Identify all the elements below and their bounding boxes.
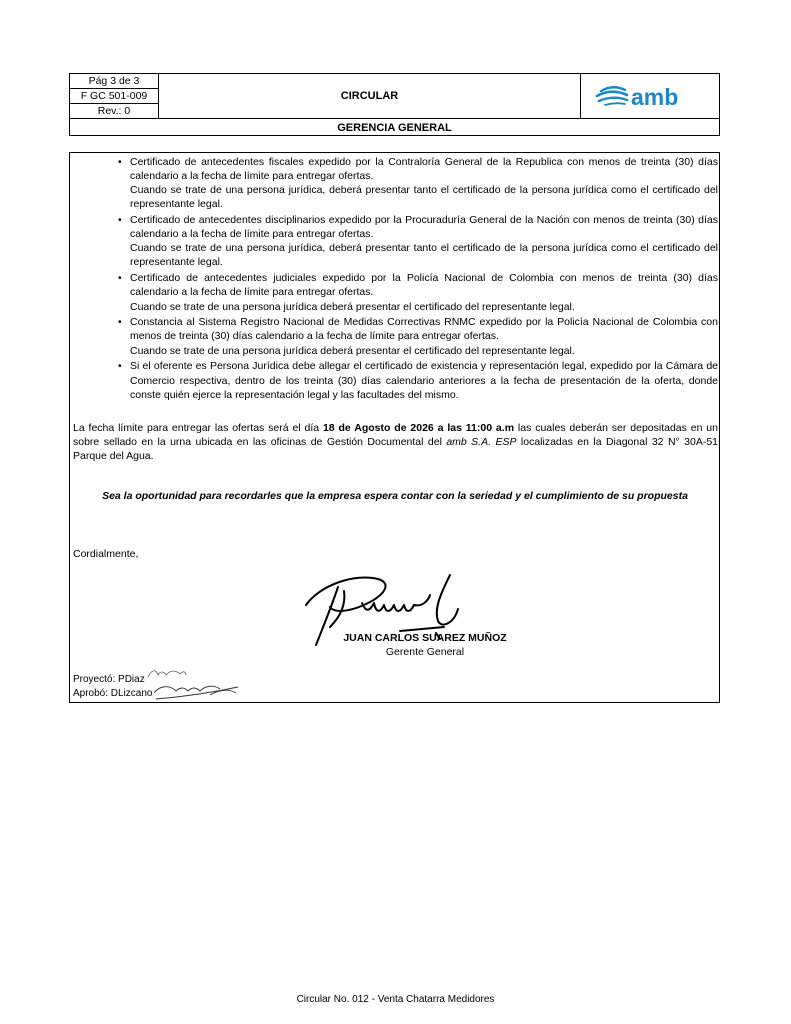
bullet: • xyxy=(118,155,122,168)
list-item xyxy=(118,155,718,212)
prepared-initials-signature xyxy=(146,667,188,681)
requirement-note: Cuando se trate de una persona jurídica deberá presentar el certificado del representante legal. xyxy=(130,344,575,357)
signer-role: Gerente General xyxy=(385,646,465,658)
page-number: Pág 3 de 3 xyxy=(70,74,158,89)
requirement-text: Certificado de antecedentes disciplinarios expedido por la Procuraduría General de la Nación con menos de treinta (30) días calendario a la fecha de límite para entregar ofertas. xyxy=(130,213,718,241)
requirement-note: Cuando se trate de una persona jurídica, deberá presentar tanto el certificado de la persona jurídica como el certificado del representante legal. xyxy=(130,242,718,269)
requirement-note: Cuando se trate de una persona jurídica, deberá presentar tanto el certificado de la persona jurídica como el certificado del representante legal. xyxy=(130,183,718,211)
approved-initials-signature xyxy=(150,681,242,703)
list-item xyxy=(118,271,718,314)
bullet: • xyxy=(118,213,122,226)
deadline-prefix: La fecha límite para entregar las ofertas será el día xyxy=(73,422,323,434)
greeting: Cordialmente, xyxy=(73,548,139,560)
requirement-text: Certificado de antecedentes fiscales expedido por la Contraloría General de la Republica con menos de treinta (30) días calendario a la fecha de límite para entregar ofertas. xyxy=(130,155,718,182)
list-item xyxy=(118,359,718,402)
department-title: GERENCIA GENERAL xyxy=(70,118,719,137)
list-item xyxy=(118,315,718,358)
revision: Rev.: 0 xyxy=(97,105,131,117)
document-meta xyxy=(70,74,159,118)
document-header xyxy=(69,73,720,136)
amb-logo-icon xyxy=(581,74,719,118)
requirement-text: Si el oferente es Persona Jurídica debe allegar el certificado de existencia y representación legal, expedido por la Cámara de Comercio respectiva, dentro de los treinta (30) días calendario anteriores a la fecha de presentación de la oferta, donde conste quién ejerce la representación legal y las facultades del mismo. xyxy=(130,360,718,401)
requirement-text: Certificado de antecedentes judiciales expedido por la Policía Nacional de Colombia con menos de treinta (30) días calendario a la fecha de límite para entregar ofertas. xyxy=(130,272,718,299)
deadline-suffix: localizadas en la Diagonal 32 N° 30A-51 Parque del Agua. xyxy=(73,436,719,463)
logo-wordmark: amb xyxy=(631,84,679,110)
requirement-note: Cuando se trate de una persona jurídica deberá presentar el certificado del representante legal. xyxy=(130,300,575,313)
signer-block xyxy=(280,631,570,659)
page-footer: Circular No. 012 - Venta Chatarra Medidores xyxy=(296,994,495,1005)
deadline-middle: las cuales deberán ser depositadas en un sobre sellado en la urna ubicada en las oficinas de Gestión Documental del xyxy=(73,422,718,449)
document-code: F GC 501-009 xyxy=(70,89,158,104)
approved-by xyxy=(73,688,153,700)
closing-statement: Sea la oportunidad para recordarles que la empresa espera contar con la seriedad y el cumplimiento de su propuesta xyxy=(102,490,688,502)
bullet: • xyxy=(118,272,122,285)
approved-by-label: Aprobó: DLizcano xyxy=(73,688,153,699)
amb-logo xyxy=(581,74,719,118)
requirement-text: Constancia al Sistema Registro Nacional de Medidas Correctivas RNMC expedido por la Policía Nacional de Colombia con menos de treinta (30) días calendario a la fecha de límite para entregar ofertas. xyxy=(130,316,718,343)
company-name: amb S.A. ESP xyxy=(446,436,517,449)
signer-name: JUAN CARLOS SUAREZ MUÑOZ xyxy=(343,632,507,644)
prepared-by xyxy=(73,674,145,686)
prepared-by-label: Proyectó: PDiaz xyxy=(73,674,145,685)
document-body xyxy=(69,152,720,703)
deadline-paragraph xyxy=(73,421,718,464)
deadline-date: 18 de Agosto de 2026 a las 11:00 a.m xyxy=(322,422,515,434)
list-item xyxy=(118,213,718,270)
bullet: • xyxy=(118,360,122,373)
requirements-list xyxy=(118,153,718,402)
document-title: CIRCULAR xyxy=(159,74,581,118)
bullet: • xyxy=(118,316,122,329)
